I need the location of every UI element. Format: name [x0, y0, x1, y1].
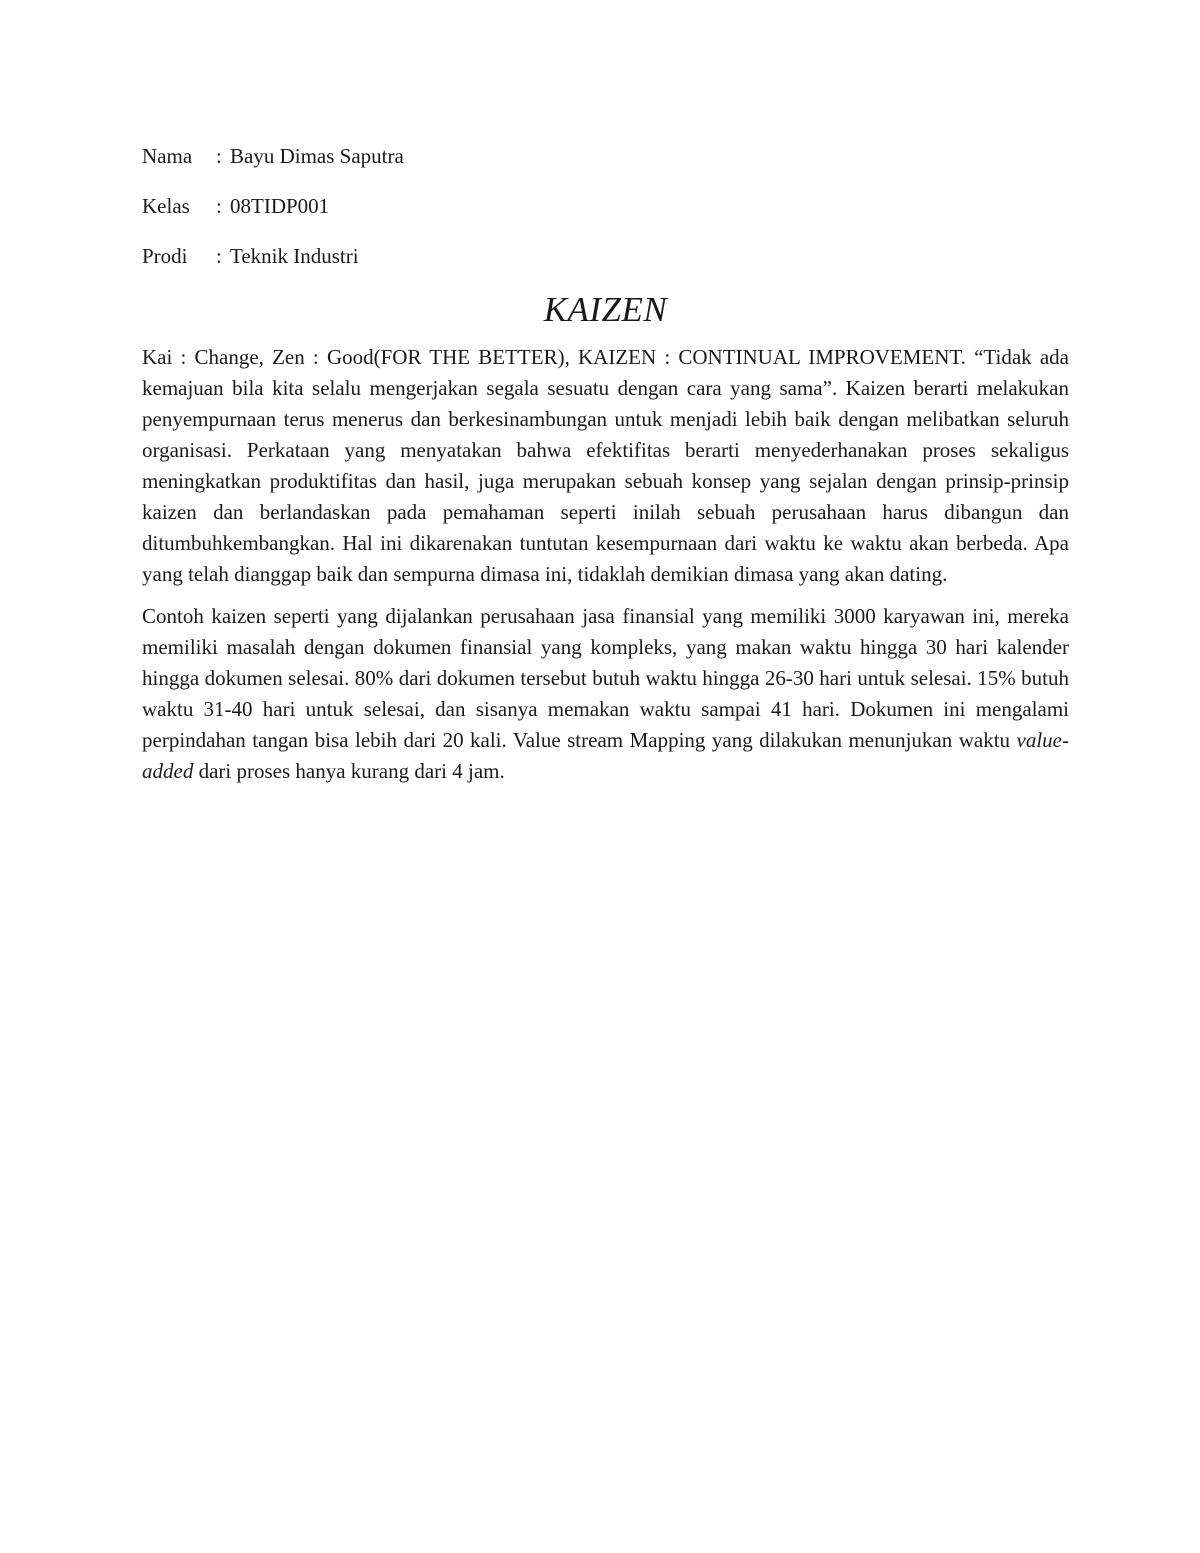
meta-row-prodi: [142, 238, 1069, 274]
meta-value-prodi: Teknik Industri: [230, 244, 359, 268]
paragraph-example-italic-term: value-added: [142, 728, 1069, 783]
meta-row-nama: [142, 138, 1069, 174]
meta-label: Kelas: [142, 194, 190, 218]
document-title: KAIZEN: [543, 290, 668, 329]
meta-row-kelas: [142, 188, 1069, 224]
meta-value-nama: Bayu Dimas Saputra: [230, 144, 404, 168]
meta-label: Prodi: [142, 244, 188, 268]
meta-value-kelas: 08TIDP001: [230, 194, 330, 218]
meta-separator: :: [216, 194, 222, 218]
meta-separator: :: [216, 244, 222, 268]
paragraph-definition: Kai : Change, Zen : Good(FOR THE BETTER), KAIZEN : CONTINUAL IMPROVEMENT. “Tidak ada kemajuan bila kita selalu mengerjakan segala sesuatu dengan cara yang sama”. Kaizen berarti melakukan penyempurnaan terus menerus dan berkesinambungan untuk menjadi lebih baik dengan melibatkan seluruh organisasi. Perkataan yang menyatakan bahwa efektifitas berarti menyederhanakan proses sekaligus meningkatkan produktifitas dan hasil, juga merupakan sebuah konsep yang sejalan dengan prinsip-prinsip kaizen dan berlandaskan pada pemahaman seperti inilah sebuah perusahaan harus dibangun dan ditumbuhkembangkan. Hal ini dikarenakan tuntutan kesempurnaan dari waktu ke waktu akan berbeda. Apa yang telah dianggap baik dan sempurna dimasa ini, tidaklah demikian dimasa yang akan dating.: [142, 345, 1069, 586]
paragraph-example-text-end: dari proses hanya kurang dari 4 jam.: [193, 759, 505, 783]
meta-separator: :: [216, 144, 222, 168]
meta-label: Nama: [142, 144, 193, 168]
paragraph-example-text: Contoh kaizen seperti yang dijalankan perusahaan jasa finansial yang memiliki 3000 karyawan ini, mereka memiliki masalah dengan dokumen finansial yang kompleks, yang makan waktu hingga 30 hari kalender hingga dokumen selesai. 80% dari dokumen tersebut butuh waktu hingga 26-30 hari untuk selesai. 15% butuh waktu 31-40 hari untuk selesai, dan sisanya memakan waktu sampai 41 hari. Dokumen ini mengalami perpindahan tangan bisa lebih dari 20 kali. Value stream Mapping yang dilakukan menunjukan waktu: [142, 604, 1069, 752]
document-page: [142, 138, 1069, 798]
paragraph-example: [142, 601, 1069, 787]
